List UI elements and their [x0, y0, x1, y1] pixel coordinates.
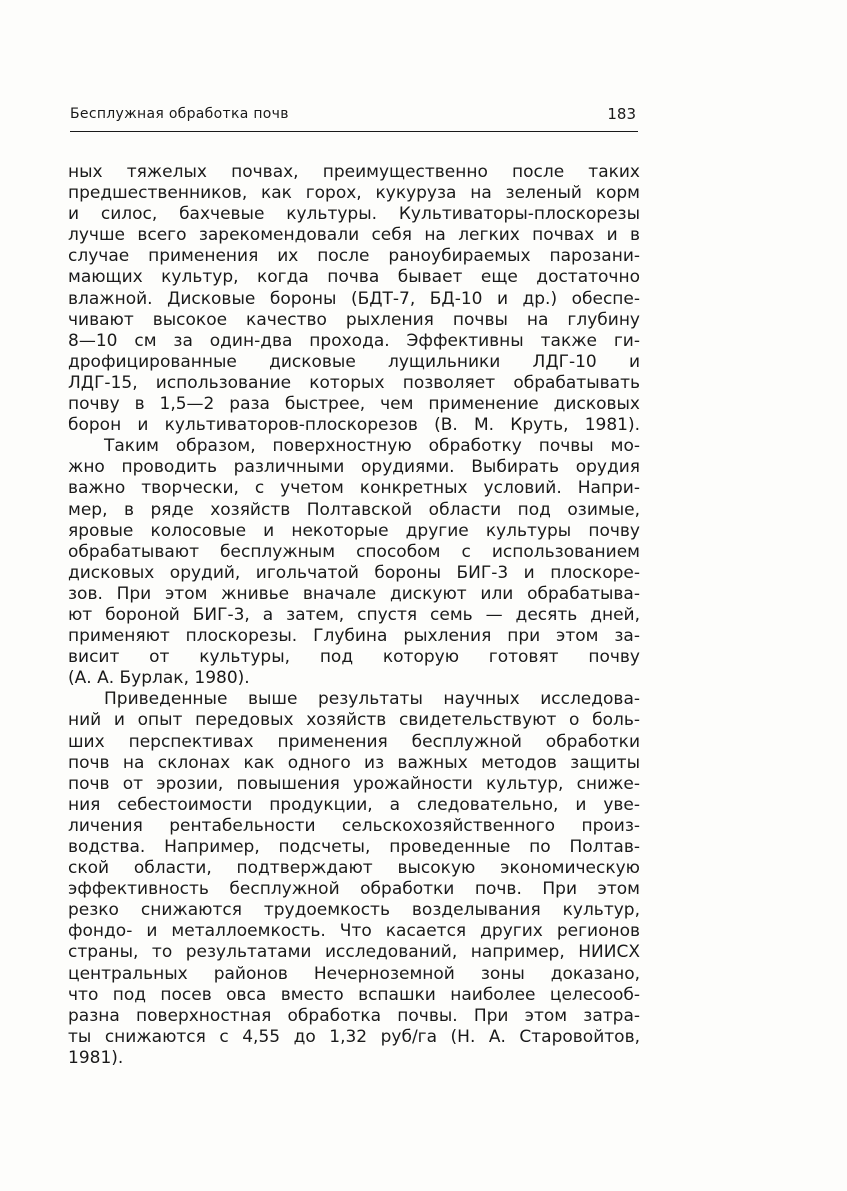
text-line: Приведенные выше результаты научных исследова- [104, 689, 640, 710]
running-title: Бесплужная обработка почв [70, 106, 289, 122]
text-line: Таким образом, поверхностную обработку почвы мо- [104, 436, 640, 457]
text-line: борон и культиваторов-плоскорезов (В. М. Круть, 1981). [68, 415, 640, 436]
text-line: ших перспективах применения бесплужной обработки [68, 731, 640, 752]
text-line: чивают высокое качество рыхления почвы на глубину [68, 309, 640, 330]
text-line: личения рентабельности сельскохозяйственного произ- [68, 815, 640, 836]
text-line: страны, то результатами исследований, например, НИИСХ [68, 942, 640, 963]
text-line: ской области, подтверждают высокую экономическую [68, 858, 640, 879]
text-line: ния себестоимости продукции, а следовательно, и уве- [68, 794, 640, 815]
body-text [68, 162, 640, 1069]
text-line: центральных районов Нечерноземной зоны доказано, [68, 963, 640, 984]
text-line: лучше всего зарекомендовали себя на легких почвах и в [68, 225, 640, 246]
text-line: что под посев овса вместо вспашки наиболее целесооб- [68, 984, 640, 1005]
text-line: эффективность бесплужной обработки почв. При этом [68, 879, 640, 900]
text-line: висит от культуры, под которую готовят почву [68, 647, 640, 668]
text-line: важно творчески, с учетом конкретных условий. Напри- [68, 478, 640, 499]
text-line: и силос, бахчевые культуры. Культиваторы-плоскорезы [68, 204, 640, 225]
text-line: дисковых орудий, игольчатой бороны БИГ-3 и плоскоре- [68, 562, 640, 583]
text-line: водства. Например, подсчеты, проведенные по Полтав- [68, 837, 640, 857]
text-line: мающих культур, когда почва бывает еще достаточно [68, 267, 640, 288]
text-line: резко снижаются трудоемкость возделывания культур, [68, 900, 640, 921]
text-line: мер, в ряде хозяйств Полтавской области под озимые, [68, 499, 640, 520]
text-line: почв от эрозии, повышения урожайности культур, сниже- [68, 773, 640, 794]
text-line: почв на склонах как одного из важных методов защиты [68, 752, 640, 773]
text-line: зов. При этом жнивье вначале дискуют или обрабатыва- [68, 583, 640, 604]
text-line: обрабатывают бесплужным способом с использованием [68, 541, 640, 562]
text-line: ты снижаются с 4,55 до 1,32 руб/га (Н. А. Старовойтов, [68, 1026, 640, 1047]
text-line: почву в 1,5—2 раза быстрее, чем применение дисковых [68, 394, 640, 415]
text-line: фондо- и металлоемкость. Что касается других регионов [68, 921, 640, 942]
text-line: яровые колосовые и некоторые другие культуры почву [68, 520, 640, 541]
text-line: дрофицированные дисковые лущильники ЛДГ-10 и [68, 351, 640, 372]
text-line: разна поверхностная обработка почвы. При этом затра- [68, 1005, 640, 1026]
page-number: 183 [607, 105, 636, 123]
text-line: ний и опыт передовых хозяйств свидетельствуют о боль- [68, 710, 640, 731]
text-line: 8—10 см за один-два прохода. Эффективны также ги- [68, 330, 640, 351]
text-line: применяют плоскорезы. Глубина рыхления при этом за- [68, 626, 640, 647]
text-line: жно проводить различными орудиями. Выбирать орудия [68, 457, 640, 478]
text-line: ют бороной БИГ-3, а затем, спустя семь — десять дней, [68, 604, 640, 625]
text-line: влажной. Дисковые бороны (БДТ-7, БД-10 и др.) обеспе- [68, 288, 640, 309]
running-head [70, 104, 638, 128]
text-line: предшественников, как горох, кукуруза на зеленый корм [68, 183, 640, 204]
header-rule [70, 131, 638, 132]
text-line: 1981). [68, 1047, 124, 1068]
text-line: ных тяжелых почвах, преимущественно после таких [68, 162, 640, 182]
text-line: случае применения их после раноубираемых парозани- [68, 246, 640, 267]
text-line: (А. А. Бурлак, 1980). [68, 668, 250, 689]
text-line: ЛДГ-15, использование которых позволяет обрабатывать [68, 372, 640, 393]
